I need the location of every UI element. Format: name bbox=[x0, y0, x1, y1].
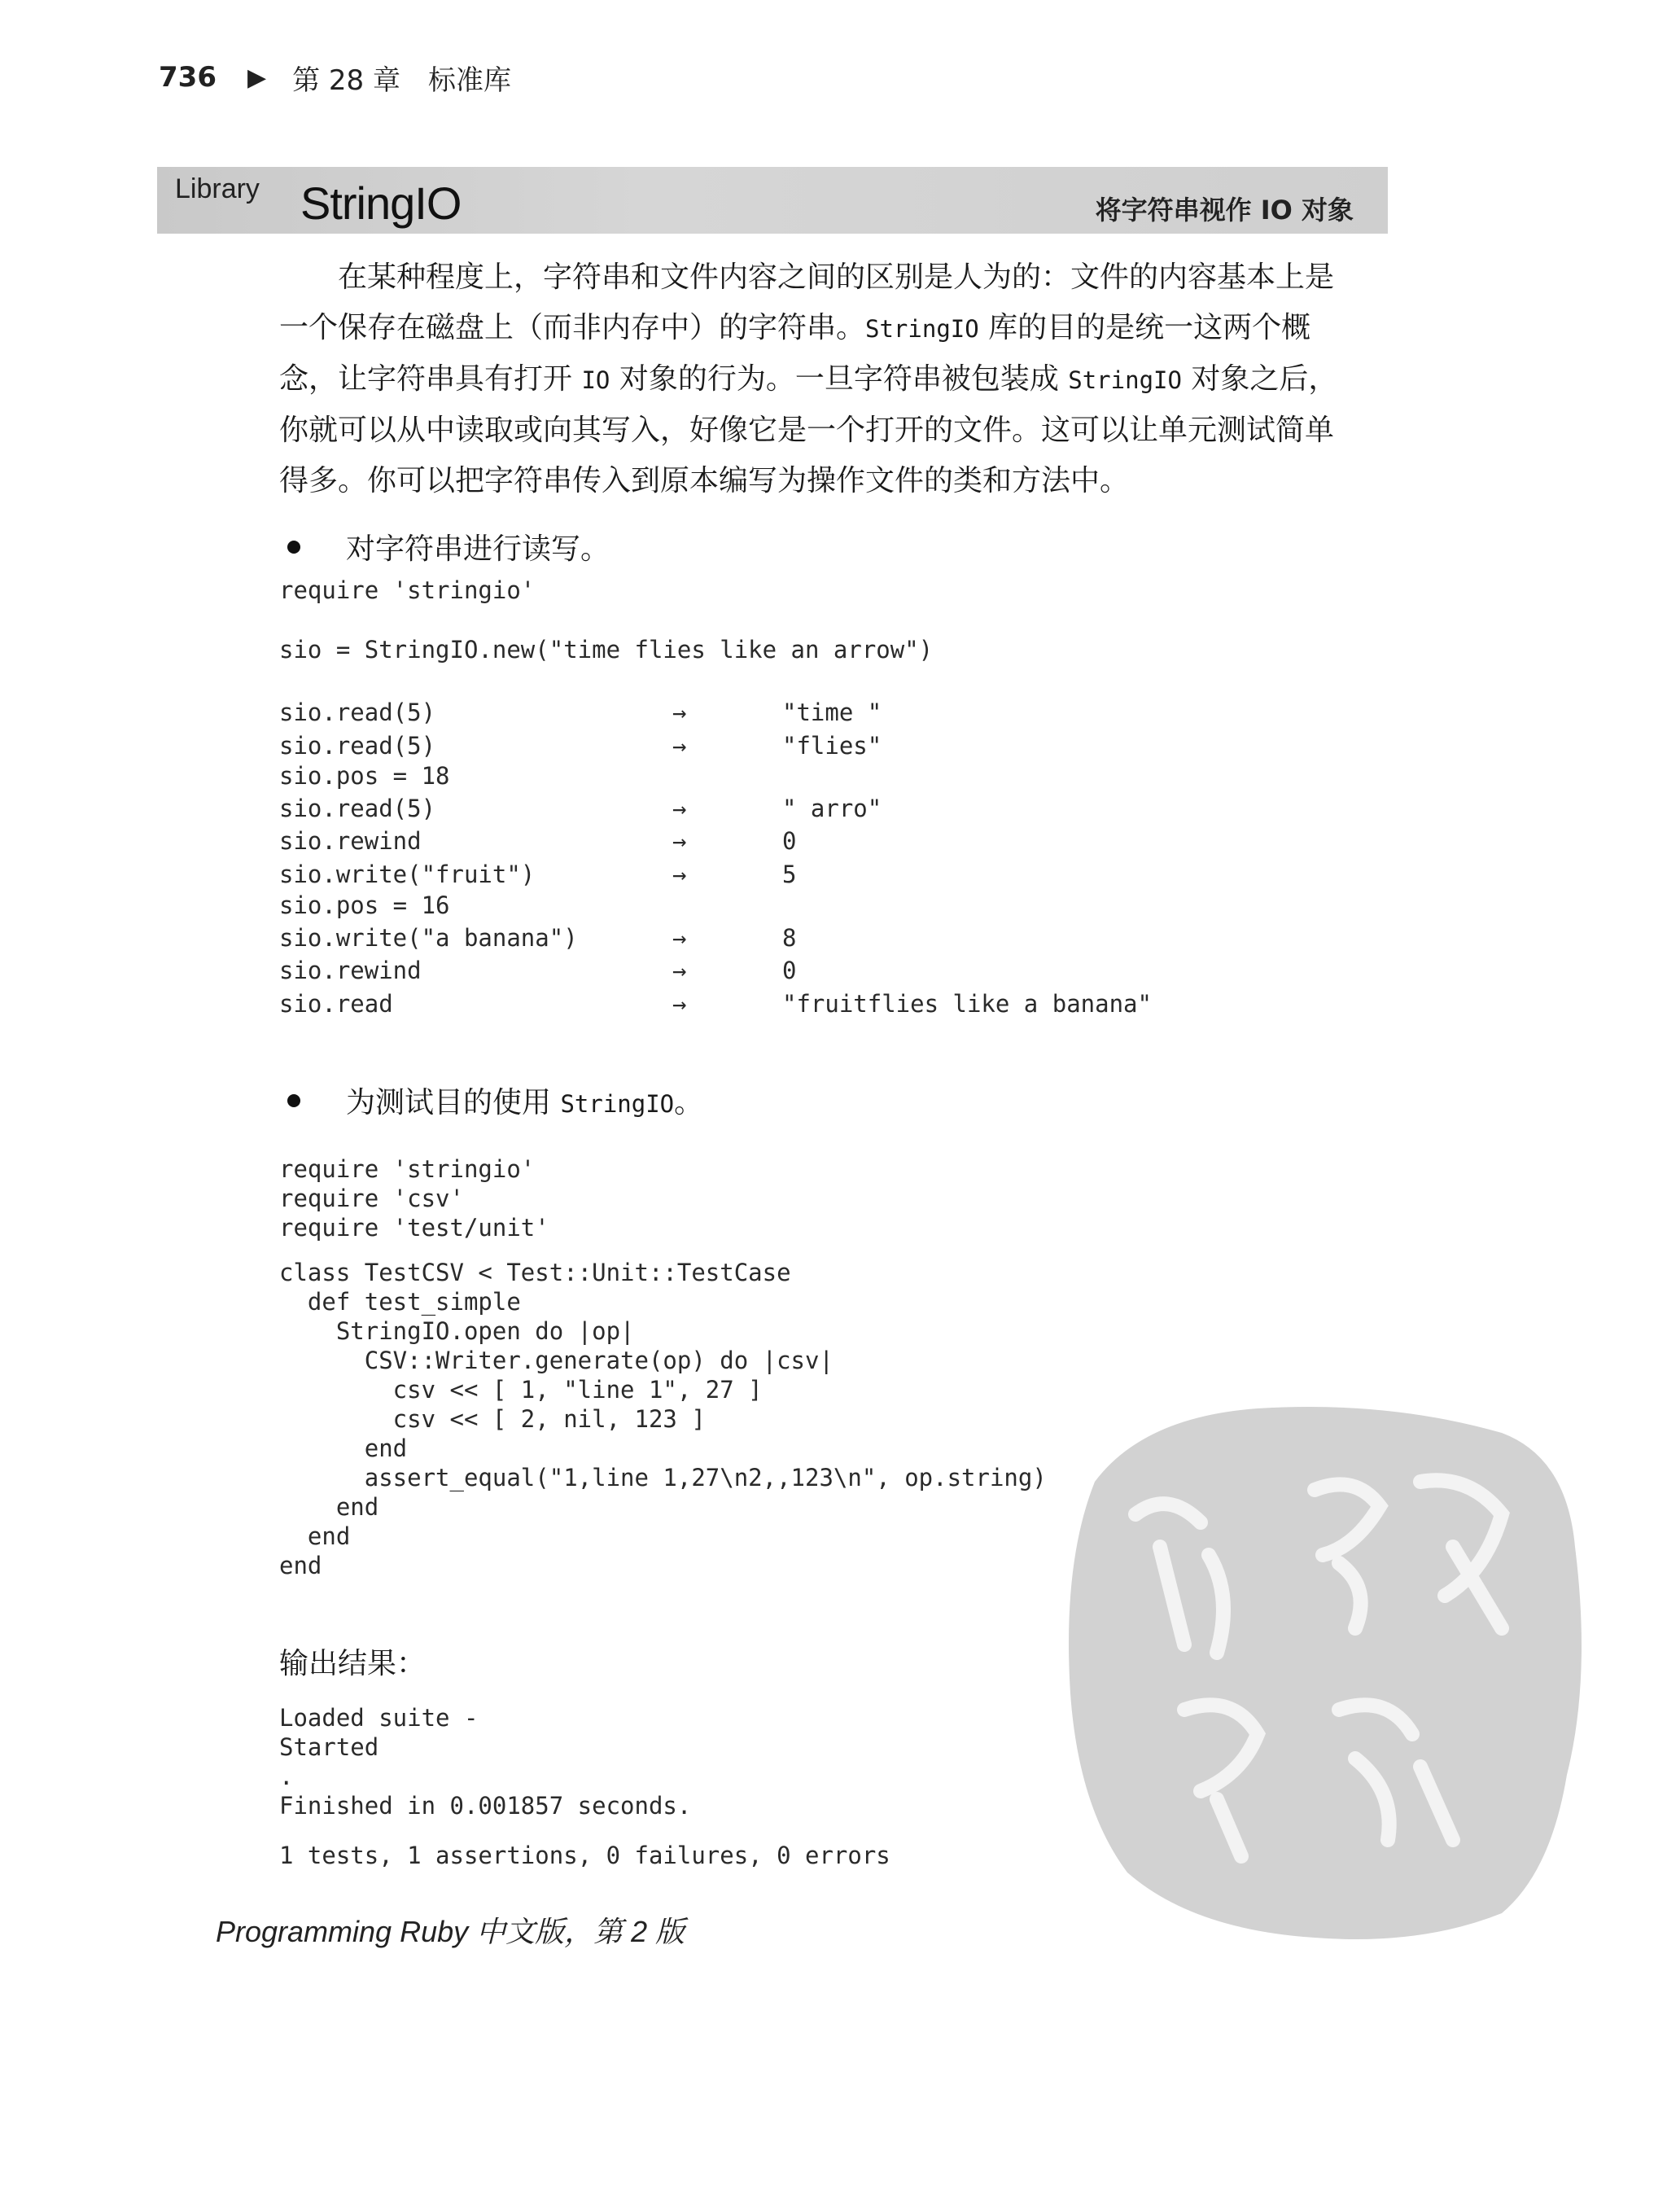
result-arrow-icon: → bbox=[672, 732, 687, 760]
result-arrow-icon: → bbox=[672, 795, 687, 822]
paragraph-text: 念，让字符串具有打开 bbox=[279, 362, 582, 396]
code-result: "time " bbox=[782, 699, 882, 726]
paragraph-text: 一个保存在磁盘上（而非内存中）的字符串。 bbox=[279, 311, 866, 344]
running-header bbox=[159, 57, 511, 98]
paragraph-line bbox=[279, 354, 1394, 405]
code-expression: sio.rewind bbox=[279, 957, 422, 984]
code-expression: sio.read(5) bbox=[279, 699, 436, 726]
play-arrow-icon: ▶ bbox=[247, 63, 267, 92]
code-row bbox=[279, 762, 1256, 795]
code-line: sio = StringIO.new("time flies like an arrow") bbox=[279, 636, 934, 664]
book-footer: Programming Ruby 中文版，第 2 版 bbox=[216, 1915, 685, 1948]
inline-code: StringIO bbox=[865, 315, 979, 343]
code-expression: sio.pos = 18 bbox=[279, 762, 450, 790]
code-expression: sio.read(5) bbox=[279, 732, 436, 760]
code-result: "fruitflies like a banana" bbox=[782, 990, 1152, 1018]
code-result: "flies" bbox=[782, 732, 882, 760]
code-line: require 'stringio' bbox=[279, 576, 536, 604]
code-block-requires: require 'stringio' require 'csv' require 'test/unit' bbox=[279, 1155, 549, 1242]
code-row bbox=[279, 795, 1256, 827]
output-summary: 1 tests, 1 assertions, 0 failures, 0 errors bbox=[279, 1842, 890, 1869]
library-tag: Library bbox=[175, 173, 260, 204]
section-title: StringIO bbox=[300, 177, 462, 229]
result-arrow-icon: → bbox=[672, 699, 687, 726]
page-number: 736 bbox=[159, 61, 217, 94]
bullet-text bbox=[346, 1080, 703, 1121]
paragraph-line: 你就可以从中读取或向其写入，好像它是一个打开的文件。这可以让单元测试简单 bbox=[279, 414, 1335, 447]
result-arrow-icon: → bbox=[672, 990, 687, 1018]
code-result: 8 bbox=[782, 924, 797, 952]
bullet-icon bbox=[287, 541, 300, 554]
code-expression: sio.read bbox=[279, 990, 393, 1018]
code-row bbox=[279, 861, 1256, 893]
code-row bbox=[279, 924, 1256, 957]
code-row bbox=[279, 957, 1256, 989]
code-row bbox=[279, 699, 1256, 731]
bullet-icon bbox=[287, 1094, 300, 1107]
inline-code: StringIO bbox=[1068, 366, 1182, 394]
bullet-item bbox=[279, 1080, 703, 1121]
code-result: " arro" bbox=[782, 795, 882, 822]
bullet-text: 对字符串进行读写。 bbox=[346, 532, 610, 566]
output-block: Loaded suite - Started . Finished in 0.001857 seconds. bbox=[279, 1704, 692, 1820]
code-expression: sio.pos = 16 bbox=[279, 891, 450, 919]
code-result: 0 bbox=[782, 827, 797, 855]
code-expression: sio.write("a banana") bbox=[279, 924, 578, 952]
code-expression: sio.write("fruit") bbox=[279, 861, 536, 888]
inline-code: StringIO bbox=[560, 1090, 675, 1118]
code-expression: sio.rewind bbox=[279, 827, 422, 855]
seal-watermark-icon bbox=[1046, 1384, 1599, 1954]
section-subtitle: 将字符串视作 IO 对象 bbox=[1095, 195, 1354, 226]
chapter-label: 第 28 章 bbox=[292, 64, 400, 97]
section-banner bbox=[157, 167, 1388, 234]
bullet-item bbox=[279, 526, 610, 567]
bullet-text-part: 为测试目的使用 bbox=[346, 1086, 561, 1119]
output-heading: 输出结果： bbox=[279, 1647, 427, 1680]
inline-code: IO bbox=[581, 366, 610, 394]
paragraph-text: 对象之后， bbox=[1181, 362, 1338, 396]
paragraph-text: 对象的行为。一旦字符串被包装成 bbox=[610, 362, 1069, 396]
code-row bbox=[279, 891, 1256, 924]
paragraph-text: 库的目的是统一这两个概 bbox=[978, 311, 1311, 344]
code-result: 5 bbox=[782, 861, 797, 888]
paragraph-line: 得多。你可以把字符串传入到原本编写为操作文件的类和方法中。 bbox=[279, 464, 1130, 497]
paragraph-line bbox=[279, 303, 1394, 354]
bullet-text-part: 。 bbox=[674, 1086, 704, 1119]
code-result: 0 bbox=[782, 957, 797, 984]
paragraph-line: 在某种程度上，字符串和文件内容之间的区别是人为的：文件的内容基本上是 bbox=[338, 261, 1335, 294]
result-arrow-icon: → bbox=[672, 924, 687, 952]
result-arrow-icon: → bbox=[672, 957, 687, 984]
result-arrow-icon: → bbox=[672, 861, 687, 888]
code-expression: sio.read(5) bbox=[279, 795, 436, 822]
code-block-test: class TestCSV < Test::Unit::TestCase def test_simple StringIO.open do |op| CSV::Writer.generate(op) do |csv| csv << [ 1, "line 1", 27 ] csv << [ 2, nil, 123 ] end assert_equal("1,line 1,27\n2,,123\n", op.string) end end end bbox=[279, 1259, 1047, 1579]
code-row bbox=[279, 732, 1256, 764]
code-row bbox=[279, 827, 1256, 860]
code-row bbox=[279, 990, 1256, 1023]
section-label: 标准库 bbox=[427, 64, 511, 97]
result-arrow-icon: → bbox=[672, 827, 687, 855]
intro-paragraph bbox=[279, 252, 1394, 506]
